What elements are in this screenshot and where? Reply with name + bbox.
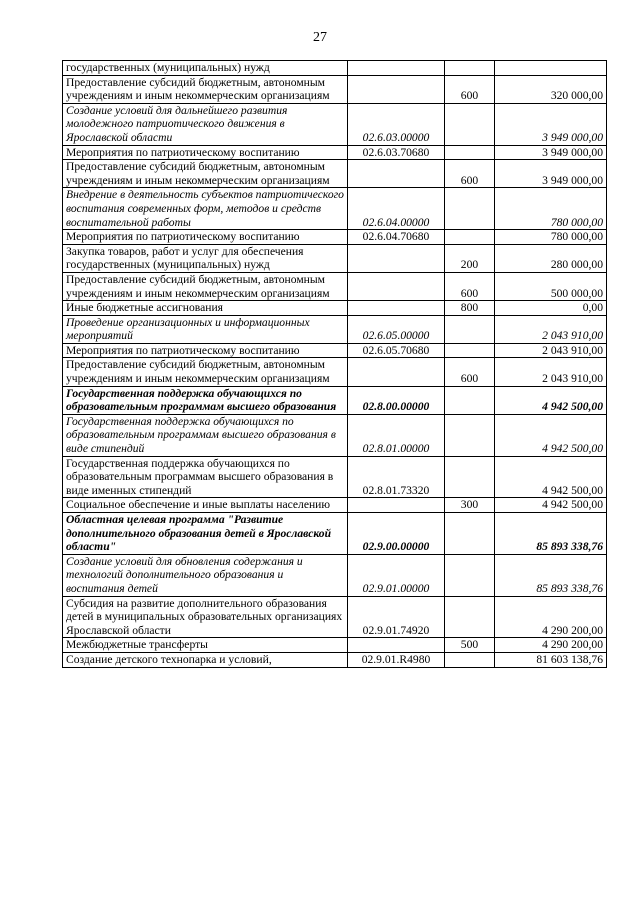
- table-row: [63, 456, 607, 498]
- row-code-cell: [348, 75, 445, 103]
- row-name-cell: Предоставление субсидий бюджетным, автономным учреждениям и иным некоммерческим организациям: [63, 272, 348, 300]
- row-amount-cell: 4 942 500,00: [495, 414, 607, 456]
- row-name-cell: Закупка товаров, работ и услуг для обеспечения государственных (муниципальных) нужд: [63, 244, 348, 272]
- row-name-cell: Областная целевая программа "Развитие дополнительного образования детей в Ярославской области": [63, 513, 348, 555]
- table-row: [63, 301, 607, 316]
- row-amount-cell: 500 000,00: [495, 272, 607, 300]
- row-expense-type-cell: [445, 456, 495, 498]
- row-name-cell: Государственная поддержка обучающихся по образовательным программам высшего образования в виде стипендий: [63, 414, 348, 456]
- row-expense-type-cell: [445, 513, 495, 555]
- table-row: [63, 386, 607, 414]
- table-row: [63, 315, 607, 343]
- table-row: [63, 160, 607, 188]
- row-name-cell: Проведение организационных и информационных мероприятий: [63, 315, 348, 343]
- row-expense-type-cell: [445, 386, 495, 414]
- row-amount-cell: 85 893 338,76: [495, 554, 607, 596]
- row-expense-type-cell: [445, 103, 495, 145]
- row-code-cell: 02.9.00.00000: [348, 513, 445, 555]
- row-amount-cell: 4 942 500,00: [495, 386, 607, 414]
- row-amount-cell: 4 290 200,00: [495, 596, 607, 638]
- row-amount-cell: 3 949 000,00: [495, 103, 607, 145]
- row-amount-cell: 320 000,00: [495, 75, 607, 103]
- row-code-cell: [348, 498, 445, 513]
- row-expense-type-cell: 600: [445, 272, 495, 300]
- row-code-cell: 02.6.05.00000: [348, 315, 445, 343]
- row-amount-cell: 2 043 910,00: [495, 358, 607, 386]
- row-name-cell: Государственная поддержка обучающихся по образовательным программам высшего образования: [63, 386, 348, 414]
- row-expense-type-cell: 200: [445, 244, 495, 272]
- row-name-cell: Предоставление субсидий бюджетным, автономным учреждениям и иным некоммерческим организациям: [63, 75, 348, 103]
- row-name-cell: Иные бюджетные ассигнования: [63, 301, 348, 316]
- row-expense-type-cell: [445, 315, 495, 343]
- table-row: [63, 244, 607, 272]
- row-code-cell: 02.8.01.00000: [348, 414, 445, 456]
- row-expense-type-cell: 800: [445, 301, 495, 316]
- row-name-cell: Мероприятия по патриотическому воспитанию: [63, 343, 348, 358]
- row-code-cell: 02.9.01.74920: [348, 596, 445, 638]
- row-amount-cell: 0,00: [495, 301, 607, 316]
- table-row: [63, 188, 607, 230]
- row-code-cell: [348, 61, 445, 76]
- row-amount-cell: 85 893 338,76: [495, 513, 607, 555]
- row-amount-cell: 4 290 200,00: [495, 638, 607, 653]
- row-expense-type-cell: [445, 596, 495, 638]
- row-amount-cell: 3 949 000,00: [495, 145, 607, 160]
- row-expense-type-cell: 600: [445, 358, 495, 386]
- row-expense-type-cell: [445, 414, 495, 456]
- row-name-cell: Создание условий для обновления содержания и технологий дополнительного образования и воспитания детей: [63, 554, 348, 596]
- row-expense-type-cell: [445, 145, 495, 160]
- row-name-cell: Создание детского технопарка и условий,: [63, 652, 348, 667]
- row-name-cell: Мероприятия по патриотическому воспитанию: [63, 145, 348, 160]
- table-row: [63, 103, 607, 145]
- row-amount-cell: 780 000,00: [495, 230, 607, 245]
- row-amount-cell: 780 000,00: [495, 188, 607, 230]
- table-row: [63, 638, 607, 653]
- row-code-cell: [348, 301, 445, 316]
- row-name-cell: Социальное обеспечение и иные выплаты населению: [63, 498, 348, 513]
- row-expense-type-cell: [445, 61, 495, 76]
- row-expense-type-cell: [445, 554, 495, 596]
- page-number: 27: [313, 30, 327, 45]
- row-code-cell: 02.6.05.70680: [348, 343, 445, 358]
- table-row: [63, 498, 607, 513]
- table-row: [63, 343, 607, 358]
- row-code-cell: [348, 160, 445, 188]
- row-amount-cell: 3 949 000,00: [495, 160, 607, 188]
- row-name-cell: Мероприятия по патриотическому воспитанию: [63, 230, 348, 245]
- row-amount-cell: [495, 61, 607, 76]
- budget-table: [62, 60, 607, 668]
- row-name-cell: государственных (муниципальных) нужд: [63, 61, 348, 76]
- row-expense-type-cell: [445, 652, 495, 667]
- row-amount-cell: 2 043 910,00: [495, 343, 607, 358]
- row-name-cell: Субсидия на развитие дополнительного образования детей в муниципальных образовательных организациях Ярославской области: [63, 596, 348, 638]
- table-row: [63, 61, 607, 76]
- row-amount-cell: 4 942 500,00: [495, 498, 607, 513]
- row-expense-type-cell: 500: [445, 638, 495, 653]
- row-code-cell: 02.8.00.00000: [348, 386, 445, 414]
- row-code-cell: [348, 272, 445, 300]
- row-amount-cell: 4 942 500,00: [495, 456, 607, 498]
- row-code-cell: 02.8.01.73320: [348, 456, 445, 498]
- row-expense-type-cell: [445, 230, 495, 245]
- row-name-cell: Межбюджетные трансферты: [63, 638, 348, 653]
- table-row: [63, 272, 607, 300]
- row-expense-type-cell: 300: [445, 498, 495, 513]
- table-row: [63, 230, 607, 245]
- row-code-cell: 02.6.04.70680: [348, 230, 445, 245]
- row-code-cell: 02.6.03.00000: [348, 103, 445, 145]
- row-code-cell: [348, 638, 445, 653]
- row-code-cell: 02.6.03.70680: [348, 145, 445, 160]
- table-row: [63, 145, 607, 160]
- row-code-cell: 02.9.01.00000: [348, 554, 445, 596]
- row-amount-cell: 81 603 138,76: [495, 652, 607, 667]
- table-row: [63, 513, 607, 555]
- table-row: [63, 414, 607, 456]
- row-code-cell: 02.6.04.00000: [348, 188, 445, 230]
- row-amount-cell: 2 043 910,00: [495, 315, 607, 343]
- table-row: [63, 652, 607, 667]
- row-expense-type-cell: 600: [445, 75, 495, 103]
- row-name-cell: Предоставление субсидий бюджетным, автономным учреждениям и иным некоммерческим организациям: [63, 358, 348, 386]
- budget-table-body: [63, 61, 607, 668]
- row-name-cell: Внедрение в деятельность субъектов патриотического воспитания современных форм, методов и средств воспитательной работы: [63, 188, 348, 230]
- row-expense-type-cell: [445, 343, 495, 358]
- table-row: [63, 358, 607, 386]
- row-amount-cell: 280 000,00: [495, 244, 607, 272]
- row-code-cell: 02.9.01.R4980: [348, 652, 445, 667]
- table-row: [63, 75, 607, 103]
- row-name-cell: Государственная поддержка обучающихся по образовательным программам высшего образования в виде именных стипендий: [63, 456, 348, 498]
- row-code-cell: [348, 358, 445, 386]
- table-row: [63, 554, 607, 596]
- table-row: [63, 596, 607, 638]
- row-expense-type-cell: [445, 188, 495, 230]
- row-code-cell: [348, 244, 445, 272]
- row-expense-type-cell: 600: [445, 160, 495, 188]
- row-name-cell: Предоставление субсидий бюджетным, автономным учреждениям и иным некоммерческим организациям: [63, 160, 348, 188]
- row-name-cell: Создание условий для дальнейшего развития молодежного патриотического движения в Ярославской области: [63, 103, 348, 145]
